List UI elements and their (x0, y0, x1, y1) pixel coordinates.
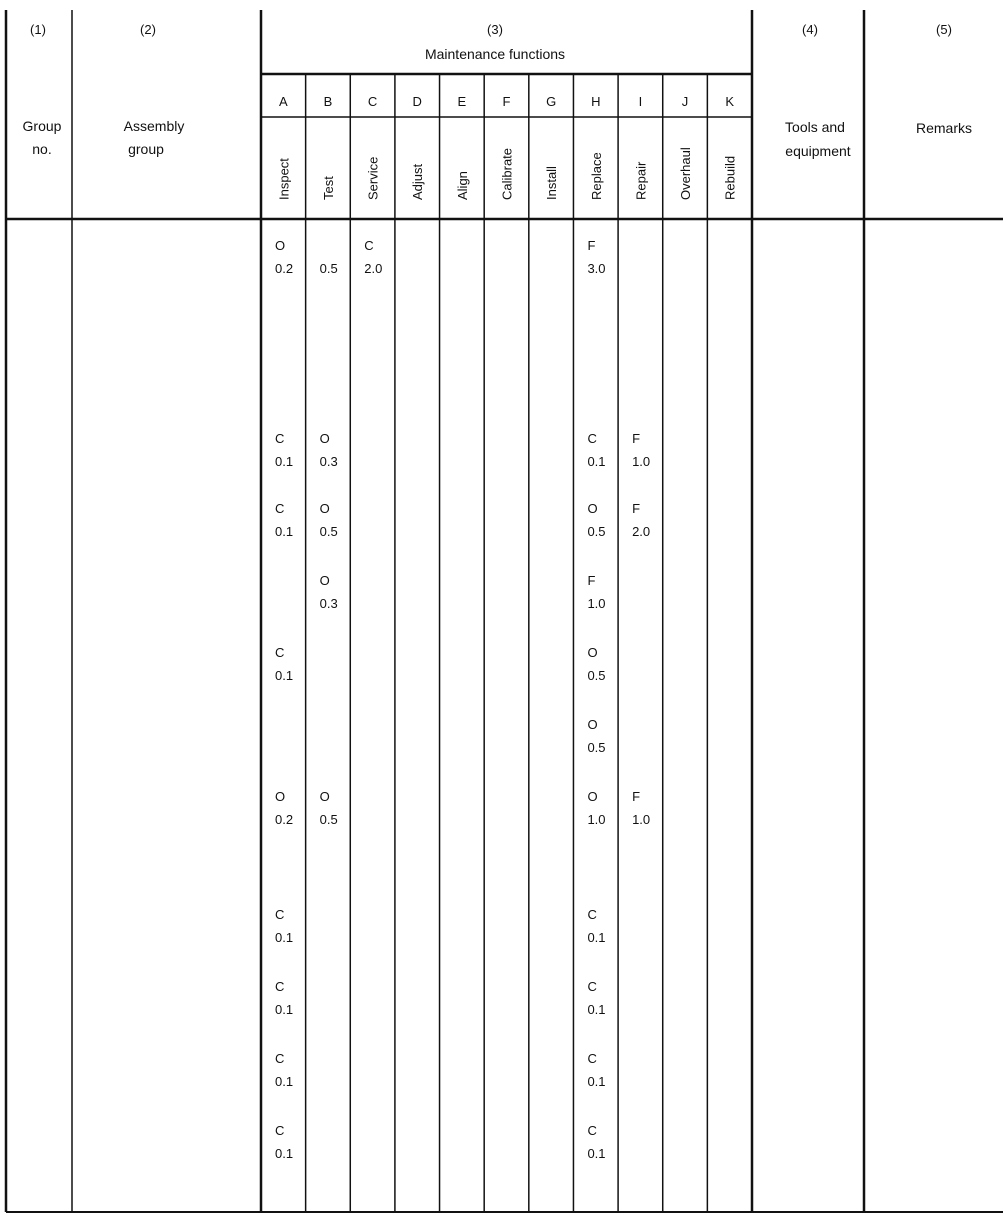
cell-level-code: C (275, 645, 285, 660)
cell-hours: 0.5 (319, 524, 338, 539)
cell-level-code: C (275, 431, 285, 446)
cell-level-code: O (319, 431, 330, 446)
cell-level-code: O (275, 238, 286, 253)
cell-hours: 0.3 (319, 596, 338, 611)
function-letter-b: B (323, 94, 333, 109)
function-letter-c: C (367, 94, 378, 109)
function-label-test: Test (320, 176, 336, 200)
function-letter-e: E (457, 94, 467, 109)
cell-level-code: C (275, 979, 285, 994)
function-letter-h: H (591, 94, 601, 109)
cell-hours: 2.0 (632, 524, 651, 539)
col1-title-line1: Group (22, 118, 62, 134)
cell-level-code: C (587, 1051, 597, 1066)
col3-title: Maintenance functions (424, 46, 566, 62)
cell-level-code: O (275, 789, 286, 804)
cell-level-code: O (587, 501, 598, 516)
cell-level-code: F (587, 573, 596, 588)
cell-hours: 0.1 (587, 930, 606, 945)
cell-hours: 0.5 (319, 261, 338, 276)
cell-level-code: C (587, 979, 597, 994)
function-label-adjust: Adjust (410, 163, 426, 200)
function-letter-j: J (681, 94, 689, 109)
col5-title: Remarks (915, 120, 973, 136)
function-letter-i: I (638, 94, 643, 109)
col3-number: (3) (487, 22, 503, 37)
function-label-rebuild: Rebuild (722, 155, 738, 200)
cell-level-code: C (587, 1123, 597, 1138)
function-label-repair: Repair (633, 161, 649, 200)
cell-hours: 0.5 (587, 740, 606, 755)
cell-hours: 3.0 (587, 261, 606, 276)
col1-title-line2: no. (32, 141, 52, 157)
col4-title-line2: equipment (785, 143, 851, 159)
function-letter-d: D (412, 94, 422, 109)
cell-hours: 0.1 (587, 1146, 606, 1161)
cell-hours: 0.1 (275, 930, 294, 945)
cell-hours: 0.3 (319, 454, 338, 469)
function-label-inspect: Inspect (276, 158, 292, 200)
cell-hours: 0.1 (275, 668, 294, 683)
col2-title-line1: Assembly (123, 118, 185, 134)
function-label-align: Align (454, 171, 470, 200)
function-label-overhaul: Overhaul (678, 147, 694, 200)
cell-hours: 0.2 (275, 812, 294, 827)
cell-level-code: O (587, 645, 598, 660)
cell-level-code: F (632, 431, 641, 446)
cell-level-code: C (364, 238, 374, 253)
cell-level-code: C (275, 1051, 285, 1066)
cell-hours: 1.0 (632, 812, 651, 827)
function-label-service: Service (365, 156, 381, 200)
cell-level-code: C (587, 431, 597, 446)
cell-hours: 1.0 (587, 812, 606, 827)
cell-hours: 0.1 (275, 1002, 294, 1017)
cell-hours: 0.1 (587, 1002, 606, 1017)
cell-hours: 0.1 (275, 454, 294, 469)
cell-hours: 0.1 (275, 524, 294, 539)
function-letter-k: K (725, 94, 735, 109)
function-headers (276, 94, 737, 200)
cell-level-code: O (587, 717, 598, 732)
table-cells (275, 238, 650, 1161)
col4-number: (4) (802, 22, 818, 37)
col1-number: (1) (30, 22, 46, 37)
function-letter-a: A (278, 94, 288, 109)
cell-hours: 2.0 (364, 261, 383, 276)
function-label-install: Install (544, 166, 560, 200)
cell-hours: 0.5 (319, 812, 338, 827)
cell-hours: 0.5 (587, 668, 606, 683)
cell-level-code: C (275, 501, 285, 516)
cell-hours: 0.1 (275, 1074, 294, 1089)
cell-level-code: F (632, 789, 641, 804)
cell-hours: 0.5 (587, 524, 606, 539)
cell-hours: 0.2 (275, 261, 294, 276)
function-label-calibrate: Calibrate (499, 147, 515, 200)
cell-hours: 1.0 (587, 596, 606, 611)
cell-level-code: F (632, 501, 641, 516)
cell-level-code: C (587, 907, 597, 922)
cell-level-code: C (275, 1123, 285, 1138)
col2-title-line2: group (128, 141, 164, 157)
cell-hours: 1.0 (632, 454, 651, 469)
function-letter-g: G (546, 94, 557, 109)
cell-level-code: C (275, 907, 285, 922)
cell-hours: 0.1 (587, 1074, 606, 1089)
cell-level-code: F (587, 238, 596, 253)
cell-level-code: O (319, 501, 330, 516)
cell-hours: 0.1 (275, 1146, 294, 1161)
cell-level-code: O (587, 789, 598, 804)
col4-title-line1: Tools and (785, 119, 845, 135)
cell-level-code: O (319, 789, 330, 804)
function-letter-f: F (502, 94, 511, 109)
cell-hours: 0.1 (587, 454, 606, 469)
cell-level-code: O (319, 573, 330, 588)
col2-number: (2) (140, 22, 156, 37)
col5-number: (5) (936, 22, 952, 37)
function-label-replace: Replace (588, 152, 604, 200)
